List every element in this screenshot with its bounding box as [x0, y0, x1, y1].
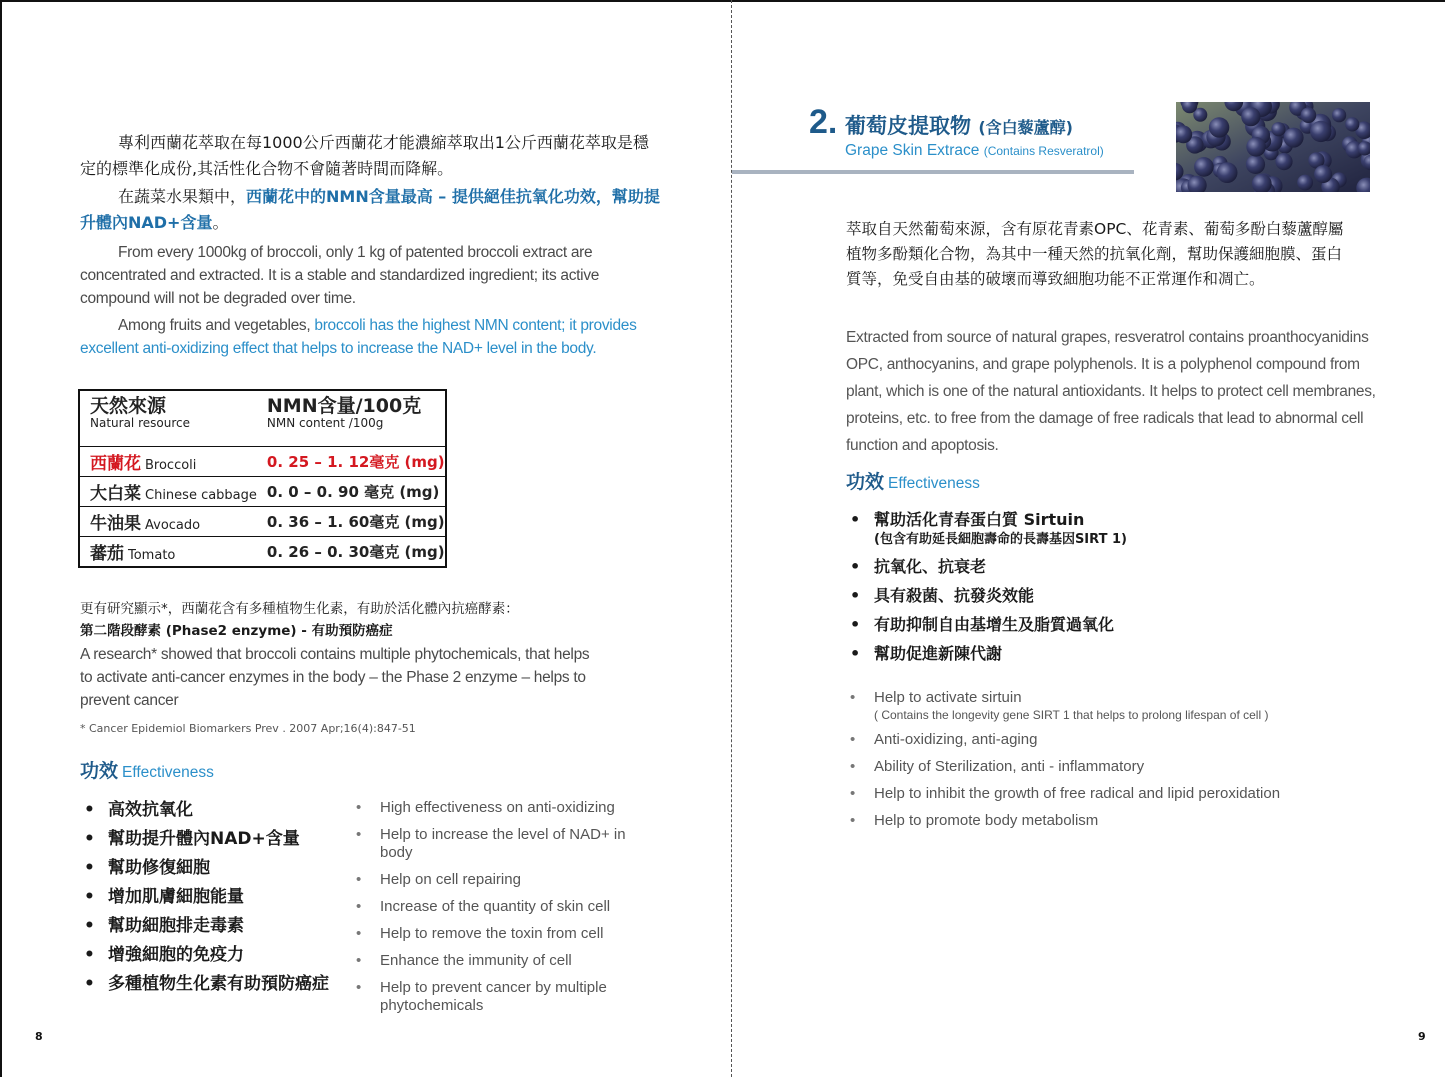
grape-berry	[1301, 107, 1317, 123]
research-zh-line-2: 第二階段酵素 (Phase2 enzyme) - 有助預防癌症	[80, 623, 393, 639]
grape-berry	[1246, 155, 1265, 174]
intro-en-2-plain: Among fruits and vegetables,	[118, 317, 315, 334]
page-number-left: 8	[35, 1030, 43, 1043]
effect-heading-right: 功效 Effectiveness	[846, 471, 980, 493]
research-zh-line-1: 更有研究顯示*，西蘭花含有多種植物生化素，有助於活化體內抗癌酵素：	[80, 601, 519, 617]
intro-zh-1: 專利西蘭花萃取在每1000公斤西蘭花才能濃縮萃取出1公斤西蘭花萃取是穩定的標準化成份,其活性化合物不會隨著時間而降解。	[80, 133, 649, 178]
list-item: • High effectiveness on anti-oxidizing	[352, 799, 662, 817]
grape-berry	[1241, 107, 1260, 126]
research-en: A research* showed that broccoli contains multiple phytochemicals, that helps to activate anti-cancer enzymes in the body – the Phase 2 enzyme – helps to prevent cancer	[80, 646, 590, 709]
description-zh: 萃取自天然葡萄來源，含有原花青素OPC、花青素、葡萄多酚白藜蘆醇屬植物多酚類化合物，為其中一種天然的抗氧化劑，幫助保護細胞膜、蛋白質等，免受自由基的破壞而導致細胞功能不正常運作和凋亡。	[846, 220, 1344, 288]
page-number-right: 9	[1418, 1030, 1426, 1043]
table-row: 牛油果 Avocado 0. 36 – 1. 60毫克 (mg)	[79, 507, 446, 537]
table-header-nmn: NMN含量/100克 NMN content /100g	[266, 395, 422, 430]
list-item: • 幫助促進新陳代謝	[846, 643, 1366, 665]
list-item: • 具有殺菌、抗發炎效能	[846, 585, 1366, 607]
list-item: • Anti-oxidizing, anti-aging	[846, 731, 1406, 749]
intro-zh-2-plain: 在蔬菜水果類中，	[118, 187, 247, 206]
grape-berry	[1246, 137, 1266, 157]
effects-en-list-right	[846, 689, 1406, 839]
section-number: 2.	[809, 103, 838, 141]
table-row: 大白菜 Chinese cabbage 0. 0 – 0. 90 毫克 (mg)	[79, 477, 446, 507]
list-item: • 多種植物生化素有助預防癌症	[80, 970, 329, 999]
intro-en-1: From every 1000kg of broccoli, only 1 kg of patented broccoli extract are concentrated and extracted. It is a stable and standardized ingredient; its active compound will not be degraded over time.	[80, 244, 600, 307]
list-item: • Help to activate sirtuin ( Contains the longevity gene SIRT 1 that helps to prolong lifespan of cell )	[846, 689, 1406, 723]
grape-berry	[1345, 117, 1359, 131]
list-item: • Help to promote body metabolism	[846, 812, 1406, 830]
list-item: • Help to remove the toxin from cell	[352, 925, 662, 943]
grape-berry	[1284, 128, 1304, 148]
grape-berry	[1275, 153, 1292, 170]
list-item: • 有助抑制自由基增生及脂質過氧化	[846, 614, 1366, 636]
effects-zh-list-left	[80, 796, 329, 999]
table-row: 西蘭花 Broccoli 0. 25 – 1. 12毫克 (mg)	[79, 447, 446, 477]
list-item: • 幫助活化青春蛋白質 Sirtuin (包含有助延長細胞壽命的長壽基因SIRT 1)	[846, 509, 1366, 549]
list-item: • 幫助細胞排走毒素	[80, 912, 329, 941]
intro-zh-2-highlight: 西蘭花中的NMN含量最高 – 提供絕佳抗氧化功效，幫助提升體內NAD+含量	[80, 187, 660, 232]
list-item: • Ability of Sterilization, anti - inflammatory	[846, 758, 1406, 776]
table-header-source: 天然來源 Natural resource	[90, 395, 190, 430]
grape-berry	[1271, 122, 1285, 136]
intro-en-2	[80, 314, 640, 360]
grape-berry	[1332, 108, 1346, 122]
intro-en-2-highlight: broccoli has the highest NMN content; it provides excellent anti-oxidizing effect that helps to increase the NAD+ level in the body.	[80, 317, 637, 357]
grape-berry	[1217, 162, 1238, 183]
right-page	[732, 0, 1445, 1077]
grape-berry	[1209, 117, 1229, 137]
description-en: Extracted from source of natural grapes, resveratrol contains proanthocyanidins OPC, anthocyanins, and grape polyphenols. It is a polyphenol compound from plant, which is one of the natural antioxidants. It helps to protect cell membranes, proteins, etc. to free from the damage of free radicals that lead to abnormal cell function and apoptosis.	[846, 329, 1376, 454]
section-title-zh: 葡萄皮提取物 (含白藜蘆醇)	[845, 114, 1073, 138]
list-item: • 抗氧化、抗衰老	[846, 556, 1366, 578]
table-row: 蕃茄 Tomato 0. 26 – 0. 30毫克 (mg)	[79, 537, 446, 568]
list-item: • 增強細胞的免疫力	[80, 941, 329, 970]
grape-photo	[1176, 102, 1370, 192]
grape-berry	[1194, 157, 1214, 177]
list-item: • 幫助修復細胞	[80, 854, 329, 883]
grape-berry	[1310, 121, 1331, 142]
grape-berry	[1297, 175, 1313, 191]
research-zh	[80, 598, 640, 642]
list-item: • Help on cell repairing	[352, 871, 662, 889]
section-title-en: Grape Skin Extrace (Contains Resveratrol)	[845, 142, 1104, 159]
effect-heading-left: 功效 Effectiveness	[80, 760, 214, 782]
nmn-content-table	[78, 389, 447, 568]
title-underline	[732, 170, 1134, 174]
list-item: • Increase of the quantity of skin cell	[352, 898, 662, 916]
list-item: • Help to increase the level of NAD+ in body	[352, 826, 662, 862]
list-item: • 高效抗氧化	[80, 796, 329, 825]
intro-zh-2-end: 。	[212, 213, 229, 232]
grape-berry	[1314, 165, 1332, 183]
effects-zh-list-right	[846, 509, 1366, 672]
footnote: * Cancer Epidemiol Biomarkers Prev . 2007 Apr;16(4):847-51	[80, 722, 416, 735]
table-header-row	[79, 390, 446, 447]
list-item: • 增加肌膚細胞能量	[80, 883, 329, 912]
effects-en-list-left	[352, 799, 662, 1024]
list-item: • Help to inhibit the growth of free radical and lipid peroxidation	[846, 785, 1406, 803]
list-item: • Enhance the immunity of cell	[352, 952, 662, 970]
list-item: • Help to prevent cancer by multiple phytochemicals	[352, 979, 630, 1015]
list-item: • 幫助提升體內NAD+含量	[80, 825, 329, 854]
intro-zh-2	[80, 184, 660, 236]
